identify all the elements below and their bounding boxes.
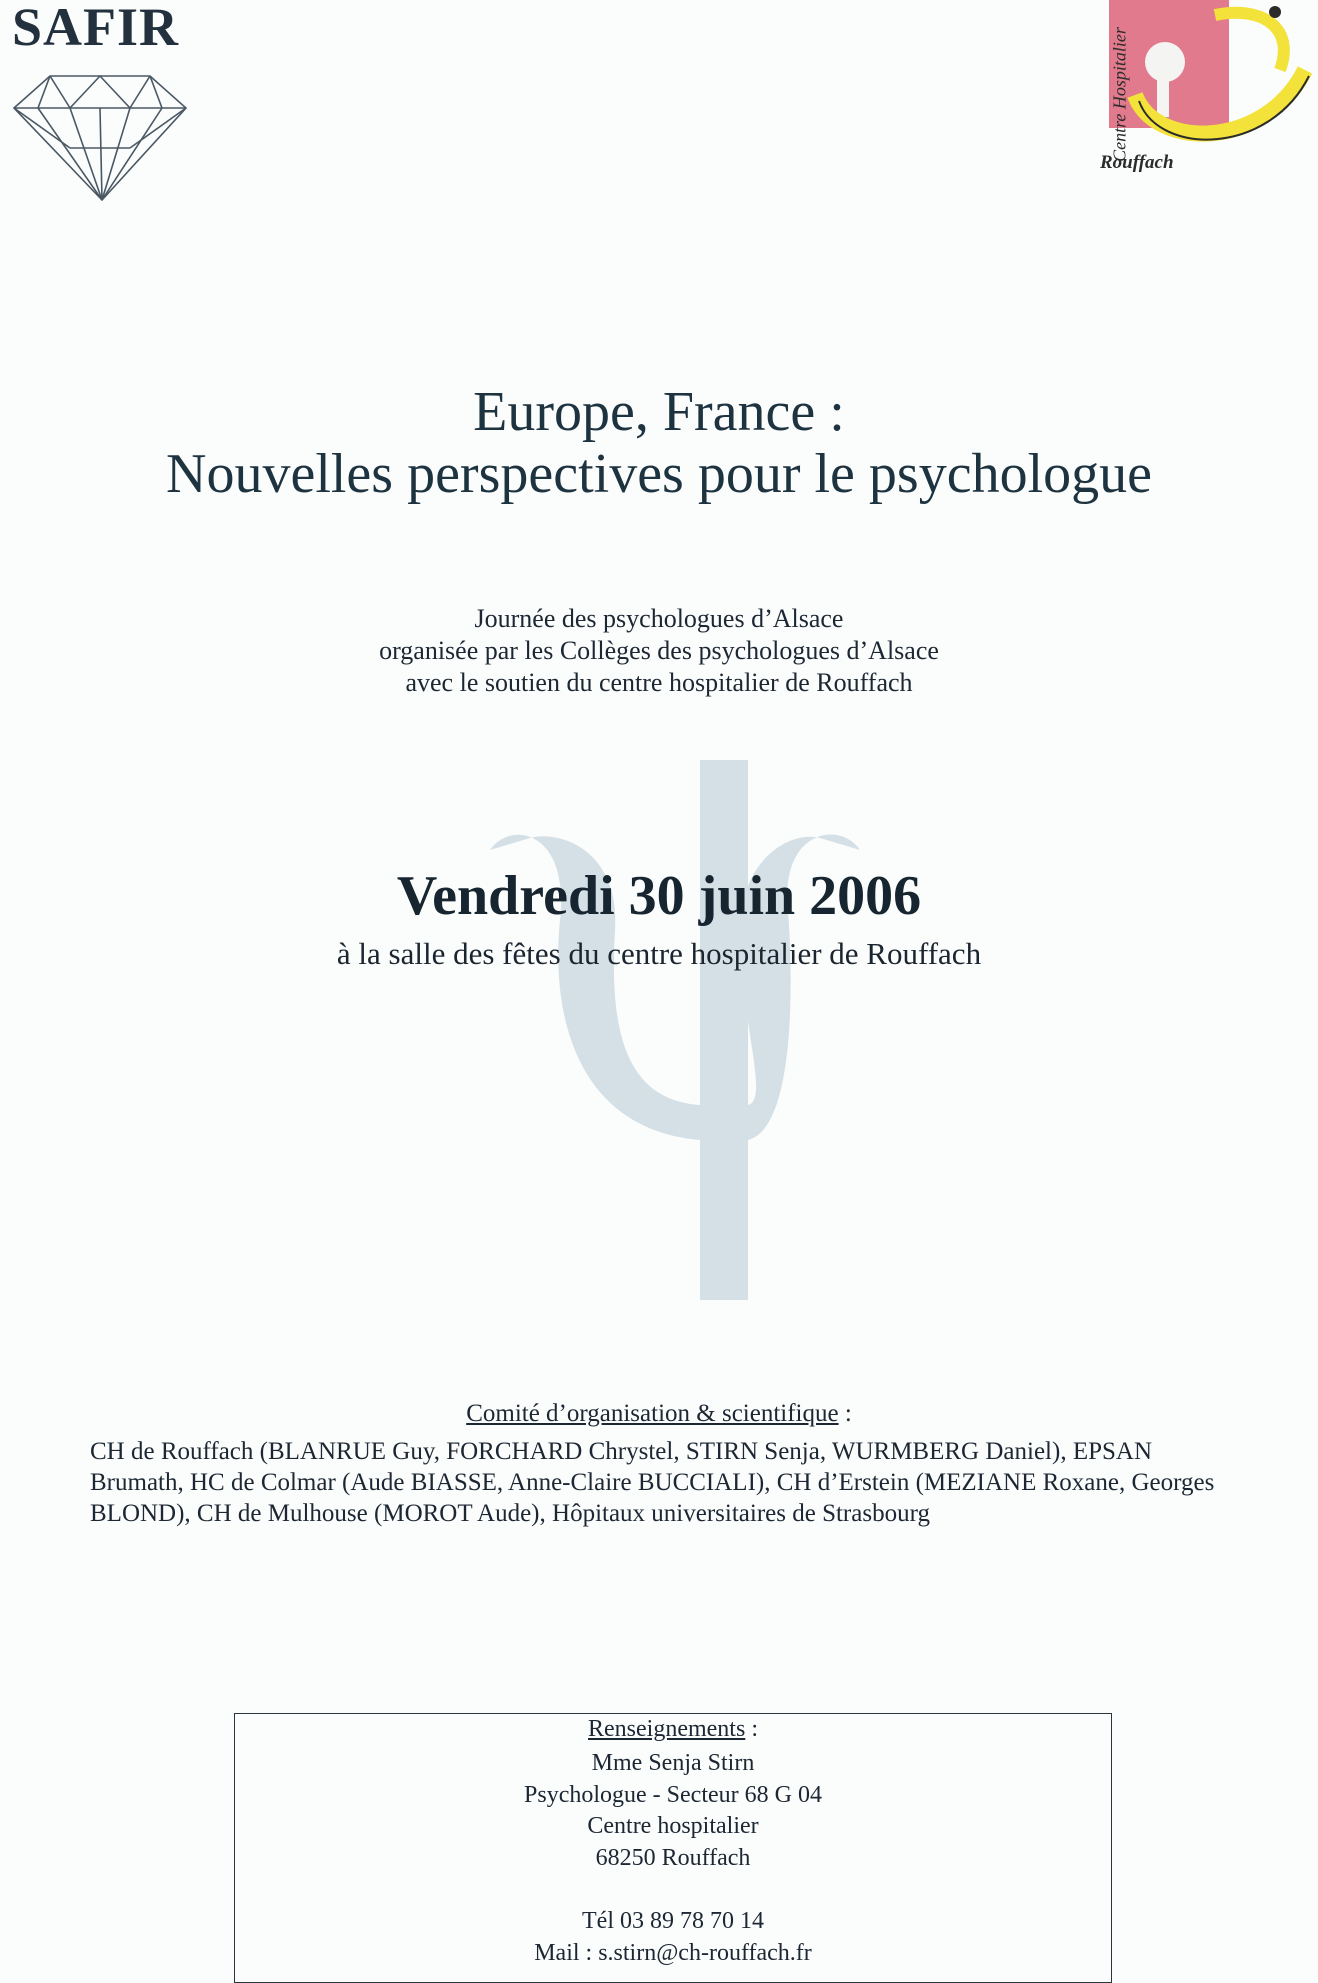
ch-logo-vertical-text: Centre Hospitalier	[1109, 27, 1130, 162]
info-phone: Tél 03 89 78 70 14	[582, 1908, 764, 1934]
info-heading-suffix: :	[745, 1716, 758, 1742]
committee-line: CH de Rouffach (BLANRUE Guy, FORCHARD Chrystel, STIRN Senja, WURMBERG Daniel), EPSAN	[90, 1438, 1153, 1465]
info-organization: Centre hospitalier	[587, 1813, 759, 1839]
info-heading-label: Renseignements	[588, 1716, 746, 1742]
page-title-line-1: Europe, France :	[473, 381, 845, 443]
info-city: 68250 Rouffach	[595, 1845, 751, 1871]
committee-line: Brumath, HC de Colmar (Aude BIASSE, Anne-Claire BUCCIALI), CH d’Erstein (MEZIANE Roxane, Georges	[90, 1469, 1215, 1496]
subtitle-line-1: Journée des psychologues d’Alsace	[474, 604, 844, 633]
diamond-icon	[10, 68, 190, 203]
info-heading	[234, 1716, 1112, 1743]
committee-members	[90, 1436, 1290, 1529]
committee-heading-suffix: :	[838, 1400, 852, 1427]
info-contact-role: Psychologue - Secteur 68 G 04	[524, 1782, 822, 1808]
event-date: Vendredi 30 juin 2006	[396, 865, 922, 927]
subtitle-line-3: avec le soutien du centre hospitalier de Rouffach	[405, 668, 913, 697]
info-email: Mail : s.stirn@ch-rouffach.fr	[534, 1940, 812, 1966]
info-contact-name: Mme Senja Stirn	[591, 1750, 755, 1776]
safir-logo-text: SAFIR	[12, 0, 180, 57]
psi-watermark-icon	[470, 760, 870, 1320]
subtitle-line-2: organisée par les Collèges des psychologues d’Alsace	[379, 636, 939, 665]
event-venue: à la salle des fêtes du centre hospitalier de Rouffach	[336, 936, 982, 971]
page-title-line-2: Nouvelles perspectives pour le psychologue	[166, 443, 1152, 505]
committee-line: BLOND), CH de Mulhouse (MOROT Aude), Hôpitaux universitaires de Strasbourg	[90, 1500, 930, 1527]
committee-heading	[0, 1400, 1318, 1428]
ch-rouffach-logo-icon	[1065, 0, 1318, 175]
ch-logo-city-text: Rouffach	[1100, 152, 1174, 173]
committee-heading-label: Comité d’organisation & scientifique	[466, 1400, 839, 1427]
